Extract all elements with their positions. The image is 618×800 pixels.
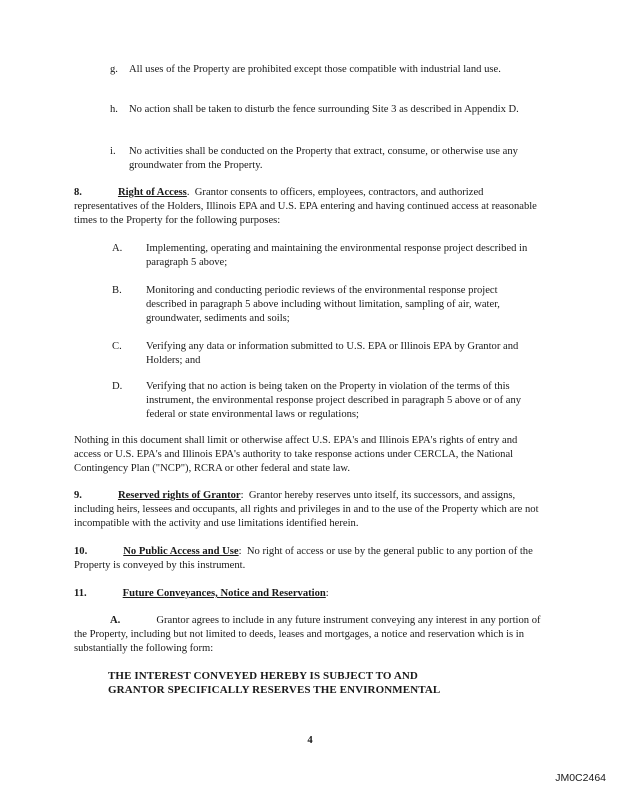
- section-8-closing: Nothing in this document shall limit or otherwise affect U.S. EPA's and Illinois EPA's rights of entry and access or U.S. EPA's and Illinois EPA's authority to take response actions under CERCLA, the National Contingency Plan ("NCP"), RCRA or other federal and state law.: [74, 435, 518, 474]
- section-8-title: Right of Access: [117, 187, 187, 198]
- section-8-paragraph: 8. Right of Access. Grantor consents to officers, employees, contractors, and authorized representatives of the Holders, Illinois EPA and U.S. EPA entering and having continued access at reasonable times to the Property for the following purposes:: [74, 187, 537, 226]
- section-10-paragraph: 10. No Public Access and Use: No right of access or use by the general public to any portion of the Property is conveyed by this instrument.: [74, 546, 533, 571]
- subitem-label: g.: [110, 64, 118, 75]
- page-number: 4: [307, 735, 313, 746]
- subitem-label: h.: [110, 104, 118, 115]
- access-item-text: Verifying any data or information submitted to U.S. EPA or Illinois EPA by Grantor and Holders; and: [146, 341, 519, 366]
- section-9-number: 9.: [74, 490, 82, 501]
- section-11-subA: [74, 614, 544, 656]
- access-item-label: C.: [112, 341, 122, 352]
- subitem-text: All uses of the Property are prohibited except those compatible with industrial land use.: [129, 64, 501, 75]
- access-item-label: B.: [112, 285, 122, 296]
- section-11-subA-text: Grantor agrees to include in any future instrument conveying any interest in any portion of the Property, including but not limited to deeds, leases and mortgages, a notice and reservation which is in substantially the following form:: [74, 615, 541, 654]
- section-9-paragraph: 9. Reserved rights of Grantor: Grantor hereby reserves unto itself, its successors, and assigns, including heirs, lessees and occupants, all rights and privileges in and to the use of the Property which are not incompatible with the activity and use limitations identified herein.: [74, 490, 539, 529]
- subitem-label: i.: [110, 146, 116, 157]
- notice-caps-line-2: GRANTOR SPECIFICALLY RESERVES THE ENVIRONMENTAL: [108, 684, 441, 696]
- access-item-label: D.: [112, 381, 123, 392]
- section-11-title: Future Conveyances, Notice and Reservation: [122, 588, 326, 599]
- access-item-label: A.: [112, 243, 123, 254]
- access-item-text: Monitoring and conducting periodic reviews of the environmental response project described in paragraph 5 above including without limitation, sampling of air, water, groundwater, sediments and soils;: [146, 285, 500, 324]
- document-id: JM0C2464: [555, 772, 606, 784]
- section-8-number: 8.: [74, 187, 82, 198]
- section-11-number: 11.: [74, 588, 87, 599]
- section-10-text: No right of access or use by the general public to any portion of the Property is conveyed by this instrument.: [74, 546, 533, 571]
- subitem-text: No activities shall be conducted on the Property that extract, consume, or otherwise use any groundwater from the Property.: [129, 146, 518, 171]
- section-10-title: No Public Access and Use: [123, 546, 239, 557]
- subitem-text: No action shall be taken to disturb the fence surrounding Site 3 as described in Appendix D.: [129, 104, 519, 115]
- access-item-text: Verifying that no action is being taken on the Property in violation of the terms of this instrument, the environmental response project described in paragraph 5 above or of any federal or state environmental laws or regulations;: [146, 381, 522, 420]
- section-11-heading: 11. Future Conveyances, Notice and Reservation:: [74, 588, 329, 599]
- section-10-number: 10.: [74, 546, 88, 557]
- section-8-intro: Grantor consents to officers, employees, contractors, and authorized representatives of the Holders, Illinois EPA and U.S. EPA entering and having continued access at reasonable times to the Property for the following purposes:: [74, 187, 537, 226]
- notice-caps-line-1: THE INTEREST CONVEYED HEREBY IS SUBJECT TO AND: [108, 670, 418, 682]
- access-item-text: Implementing, operating and maintaining the environmental response project described in paragraph 5 above;: [146, 243, 528, 268]
- section-11-subA-label: A.: [110, 615, 121, 626]
- section-9-title: Reserved rights of Grantor: [117, 490, 241, 501]
- section-9-text: Grantor hereby reserves unto itself, its successors, and assigns, including heirs, lessees and occupants, all rights and privileges in and to the use of the Property which are not incompatible with the activity and use limitations identified herein.: [74, 490, 539, 529]
